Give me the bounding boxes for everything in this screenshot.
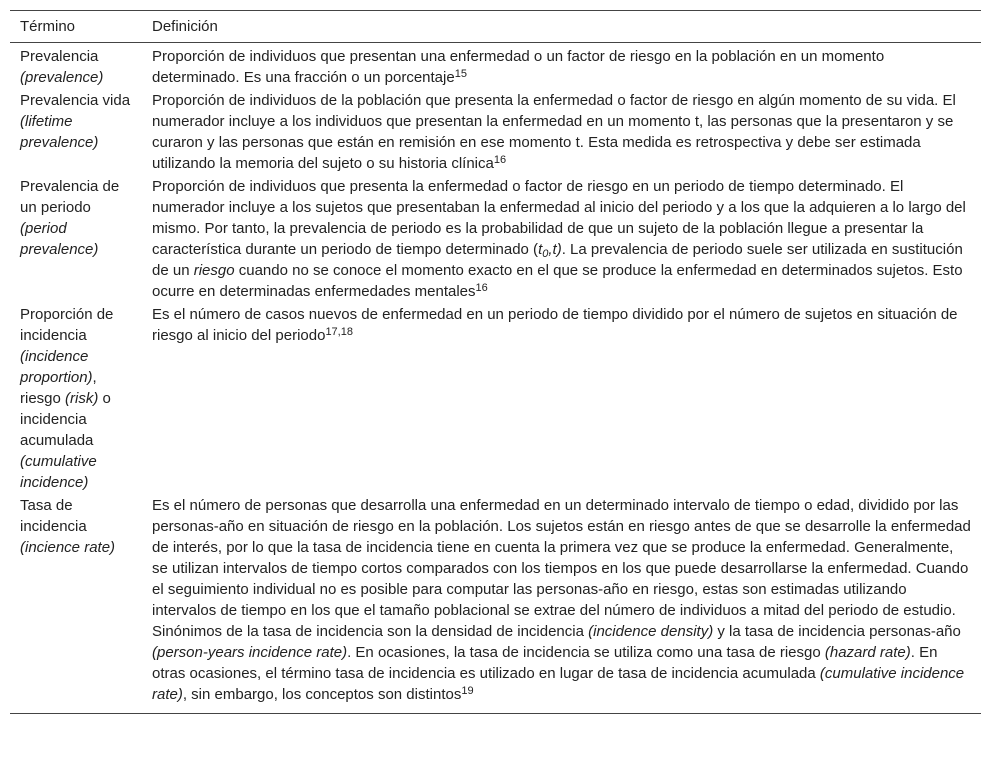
term-english: (person-years incidence rate) — [152, 644, 348, 661]
term-text: Prevalencia de un periodo — [20, 178, 120, 216]
term-english: (incience rate) — [20, 539, 116, 556]
table-row — [10, 174, 981, 302]
term-text: , riesgo — [20, 369, 97, 407]
term-english: (risk) — [65, 390, 99, 407]
term-english: (incidence proportion) — [20, 348, 93, 386]
term-text: Prevalencia — [20, 48, 99, 65]
reference-superscript: 15 — [454, 68, 467, 80]
table-row — [10, 493, 981, 714]
term-text: Tasa de incidencia — [20, 497, 87, 535]
definition-cell — [142, 302, 981, 493]
math-t0 — [538, 241, 562, 258]
definition-text: Es el número de personas que desarrolla una enfermedad en un determinado intervalo de tiempo o edad, dividido por las personas-año en situación de riesgo en la población. Los sujetos están en riesgo antes de que se desarrolle la enfermedad de interés, por lo que la tasa de incidencia tiene en cuenta la primera vez que se produce la enfermedad. Generalmente, se utilizan intervalos de tiempo cortos comparados con los tiempos en los que puede desarrollarse la enfermedad. Cuando el seguimiento individual no es posible para computar las personas-año en riesgo, estas son estimadas utilizando intervalos de tiempo en los que el tamaño poblacional se extrae del número de individuos a mitad del periodo de estudio. Sinónimos de la tasa de incidencia son la densidad de incidencia — [152, 497, 971, 640]
reference-superscript: 19 — [461, 685, 474, 697]
math-t-symbol: t — [538, 241, 543, 258]
definition-text: cuando no se conoce el momento exacto en el que se produce la enfermedad en determinados sujetos. Esto ocurre en determinadas enfermedades mentales — [152, 262, 963, 300]
term-text: Prevalencia vida — [20, 92, 131, 109]
definition-cell — [142, 493, 981, 714]
definition-text: y la tasa de incidencia personas-año — [713, 623, 961, 640]
term-english: (cumulative incidence rate) — [152, 665, 965, 703]
definition-text: Proporción de individuos que presentan una enfermedad o un factor de riesgo en la población en un momento determinado. Es una fracción o un porcentaje — [152, 48, 885, 86]
definition-text: . La prevalencia de periodo suele ser utilizada en sustitución de un — [152, 241, 963, 279]
math-rest: ,t) — [548, 241, 562, 258]
definition-text: . En ocasiones, la tasa de incidencia se utiliza como una tasa de riesgo — [347, 644, 825, 661]
definitions-table-container — [10, 10, 981, 714]
definition-text: Proporción de individuos que presenta la enfermedad o factor de riesgo en un periodo de tiempo determinado. El numerador incluye a los sujetos que presentaban la enfermedad al inicio del periodo y a los que la adquieren a lo largo del mismo. Por tanto, la prevalencia de periodo es la probabilidad de que un sujeto de la población llegue a presentar la característica durante un periodo de tiempo determinado ( — [152, 178, 966, 258]
term-cell — [10, 174, 142, 302]
term-english: (cumulative incidence) — [20, 453, 97, 491]
table-row — [10, 43, 981, 89]
definition-text: Es el número de casos nuevos de enfermedad en un periodo de tiempo dividido por el número de sujetos en situación de riesgo al inicio del periodo — [152, 306, 958, 344]
term-english: (incidence density) — [588, 623, 714, 640]
term-cell — [10, 88, 142, 174]
reference-superscript: 16 — [475, 282, 488, 294]
definitions-table — [10, 10, 981, 714]
term-text: o incidencia acumulada — [20, 390, 111, 449]
header-definition: Definición — [142, 11, 981, 43]
definition-text: , sin embargo, los conceptos son distintos — [182, 686, 462, 703]
header-term: Término — [10, 11, 142, 43]
term-english: (prevalence) — [20, 69, 104, 86]
definition-text: . En otras ocasiones, el término tasa de incidencia es utilizado en lugar de tasa de incidencia acumulada — [152, 644, 938, 682]
math-subscript: 0 — [542, 248, 549, 260]
definition-text: Proporción de individuos de la población que presenta la enfermedad o factor de riesgo en algún momento de su vida. El numerador incluye a los individuos que presentan la enfermedad en un momento t, las personas que la presentaron y se curaron y las personas que están en remisión en ese momento t. Esta medida es retrospectiva y debe ser estimada utilizando la memoria del sujeto o su historia clínica — [152, 92, 956, 172]
reference-superscript: 16 — [493, 154, 507, 166]
term-cell — [10, 43, 142, 89]
table-header-row — [10, 11, 981, 43]
reference-superscript: 17,18 — [325, 326, 353, 338]
term-english: (lifetime prevalence) — [20, 113, 99, 151]
table-row — [10, 302, 981, 493]
italic-riesgo: riesgo — [193, 262, 235, 279]
definition-cell — [142, 174, 981, 302]
term-text: Proporción de incidencia — [20, 306, 114, 344]
term-english: (hazard rate) — [824, 644, 911, 661]
table-row — [10, 88, 981, 174]
definition-cell — [142, 88, 981, 174]
term-cell — [10, 302, 142, 493]
definition-cell — [142, 43, 981, 89]
term-english: (period prevalence) — [20, 220, 99, 258]
term-cell — [10, 493, 142, 714]
